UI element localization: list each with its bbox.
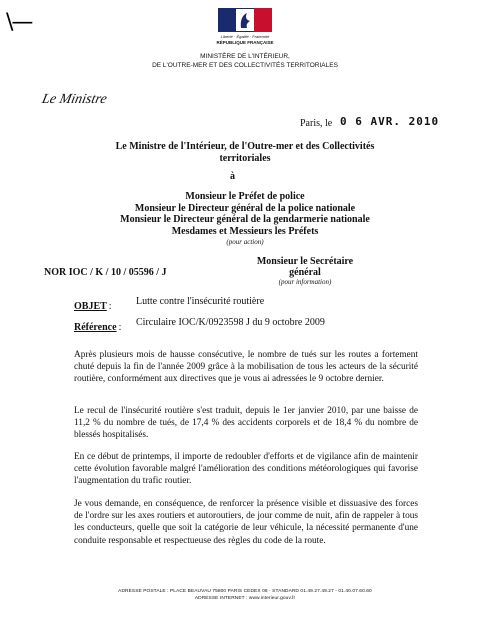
copy-to-title: Monsieur le Secrétaire général — [256, 256, 354, 278]
nor-reference: NOR IOC / K / 10 / 05596 / J — [44, 267, 167, 278]
recipients-block — [110, 191, 380, 249]
ministry-line-1: MINISTÈRE DE L'INTÉRIEUR, — [200, 53, 290, 60]
footer-address — [80, 588, 410, 602]
paragraph-1: Après plusieurs mois de hausse consécutive, le nombre de tués sur les routes a fortement chuté depuis la fin de l'année 2009 grâce à la mobilisation de tous les acteurs de la sécurité routière, conformément aux directives que je vous ai adressées le 9 octobre dernier. — [74, 350, 418, 385]
objet-text: Lutte contre l'insécurité routière — [136, 296, 265, 307]
copy-to-note: (pour information) — [278, 278, 332, 286]
ministry-header — [120, 52, 370, 70]
paragraph-2: Le recul de l'insécurité routière s'est traduit, depuis le 1er janvier 2010, par une baisse de 11,2 % du nombre de tués, de 17,4 % des accidents corporels et de 18,4 % du nombre de blessés hospitalisés. — [74, 406, 418, 441]
corner-handwritten-mark: \— — [6, 10, 32, 35]
sender-heading — [90, 141, 400, 165]
sender-line-2: territoriales — [219, 153, 271, 164]
ministry-line-2: DE L'OUTRE-MER ET DES COLLECTIVITÉS TERRITORIALES — [152, 62, 338, 69]
recipient-4: Mesdames et Messieurs les Préfets — [171, 225, 319, 237]
paragraph-3: En ce début de printemps, il importe de redoubler d'efforts et de vigilance afin de maintenir cette évolution favorable malgré l'amélioration des conditions météorologiques qui favorise l'augmentation du trafic routier. — [74, 452, 418, 487]
addressee-connector: à — [230, 171, 235, 182]
objet-label: OBJET — [74, 301, 107, 312]
logo-motto: Liberté · Égalité · Fraternité — [220, 34, 270, 39]
sender-line-1: Le Ministre de l'Intérieur, de l'Outre-mer et des Collectivités — [115, 141, 375, 152]
marianne-logo — [218, 8, 272, 46]
paragraph-4: Je vous demande, en conséquence, de renforcer la présence visible et dissuasive des forces de l'ordre sur les axes routiers et autoroutiers, de jour comme de nuit, afin de rappeler à tous les conducteurs, quelle que soit la catégorie de leur véhicule, la nécessité permanente d'une conduite responsable et respectueuse des règles du code de la route. — [74, 499, 418, 546]
recipient-2: Monsieur le Directeur général de la police nationale — [134, 202, 356, 214]
reference-text: Circulaire IOC/K/0923598 J du 9 octobre 2009 — [136, 317, 325, 328]
reference-row: Référence : Circulaire IOC/K/0923598 J du 9 octobre 2009 — [74, 317, 325, 333]
reference-label: Référence — [74, 322, 117, 333]
recipients-note: (pour action) — [226, 238, 264, 246]
objet-row: OBJET : Lutte contre l'insécurité routière — [74, 296, 265, 312]
date-prefix: Paris, le — [300, 118, 333, 129]
date-stamp: 0 6 AVR. 2010 — [340, 115, 440, 128]
recipient-3: Monsieur le Directeur général de la gendarmerie nationale — [120, 214, 370, 225]
footer-line-2: ADRESSE INTERNET : www.interieur.gouv.fr — [194, 596, 296, 601]
logo-republic-label: RÉPUBLIQUE FRANÇAISE — [216, 40, 274, 45]
recipient-1: Monsieur le Préfet de police — [185, 191, 305, 202]
tricolor-flag-icon — [218, 8, 272, 32]
copy-to-block — [250, 256, 360, 286]
minister-title: Le Ministre — [40, 92, 109, 107]
footer-line-1: ADRESSE POSTALE : PLACE BEAUVAU 75800 PARIS CEDEX 08 · STANDARD 01.49.27.49.27 - 01.40.07.60.60 — [118, 589, 372, 594]
